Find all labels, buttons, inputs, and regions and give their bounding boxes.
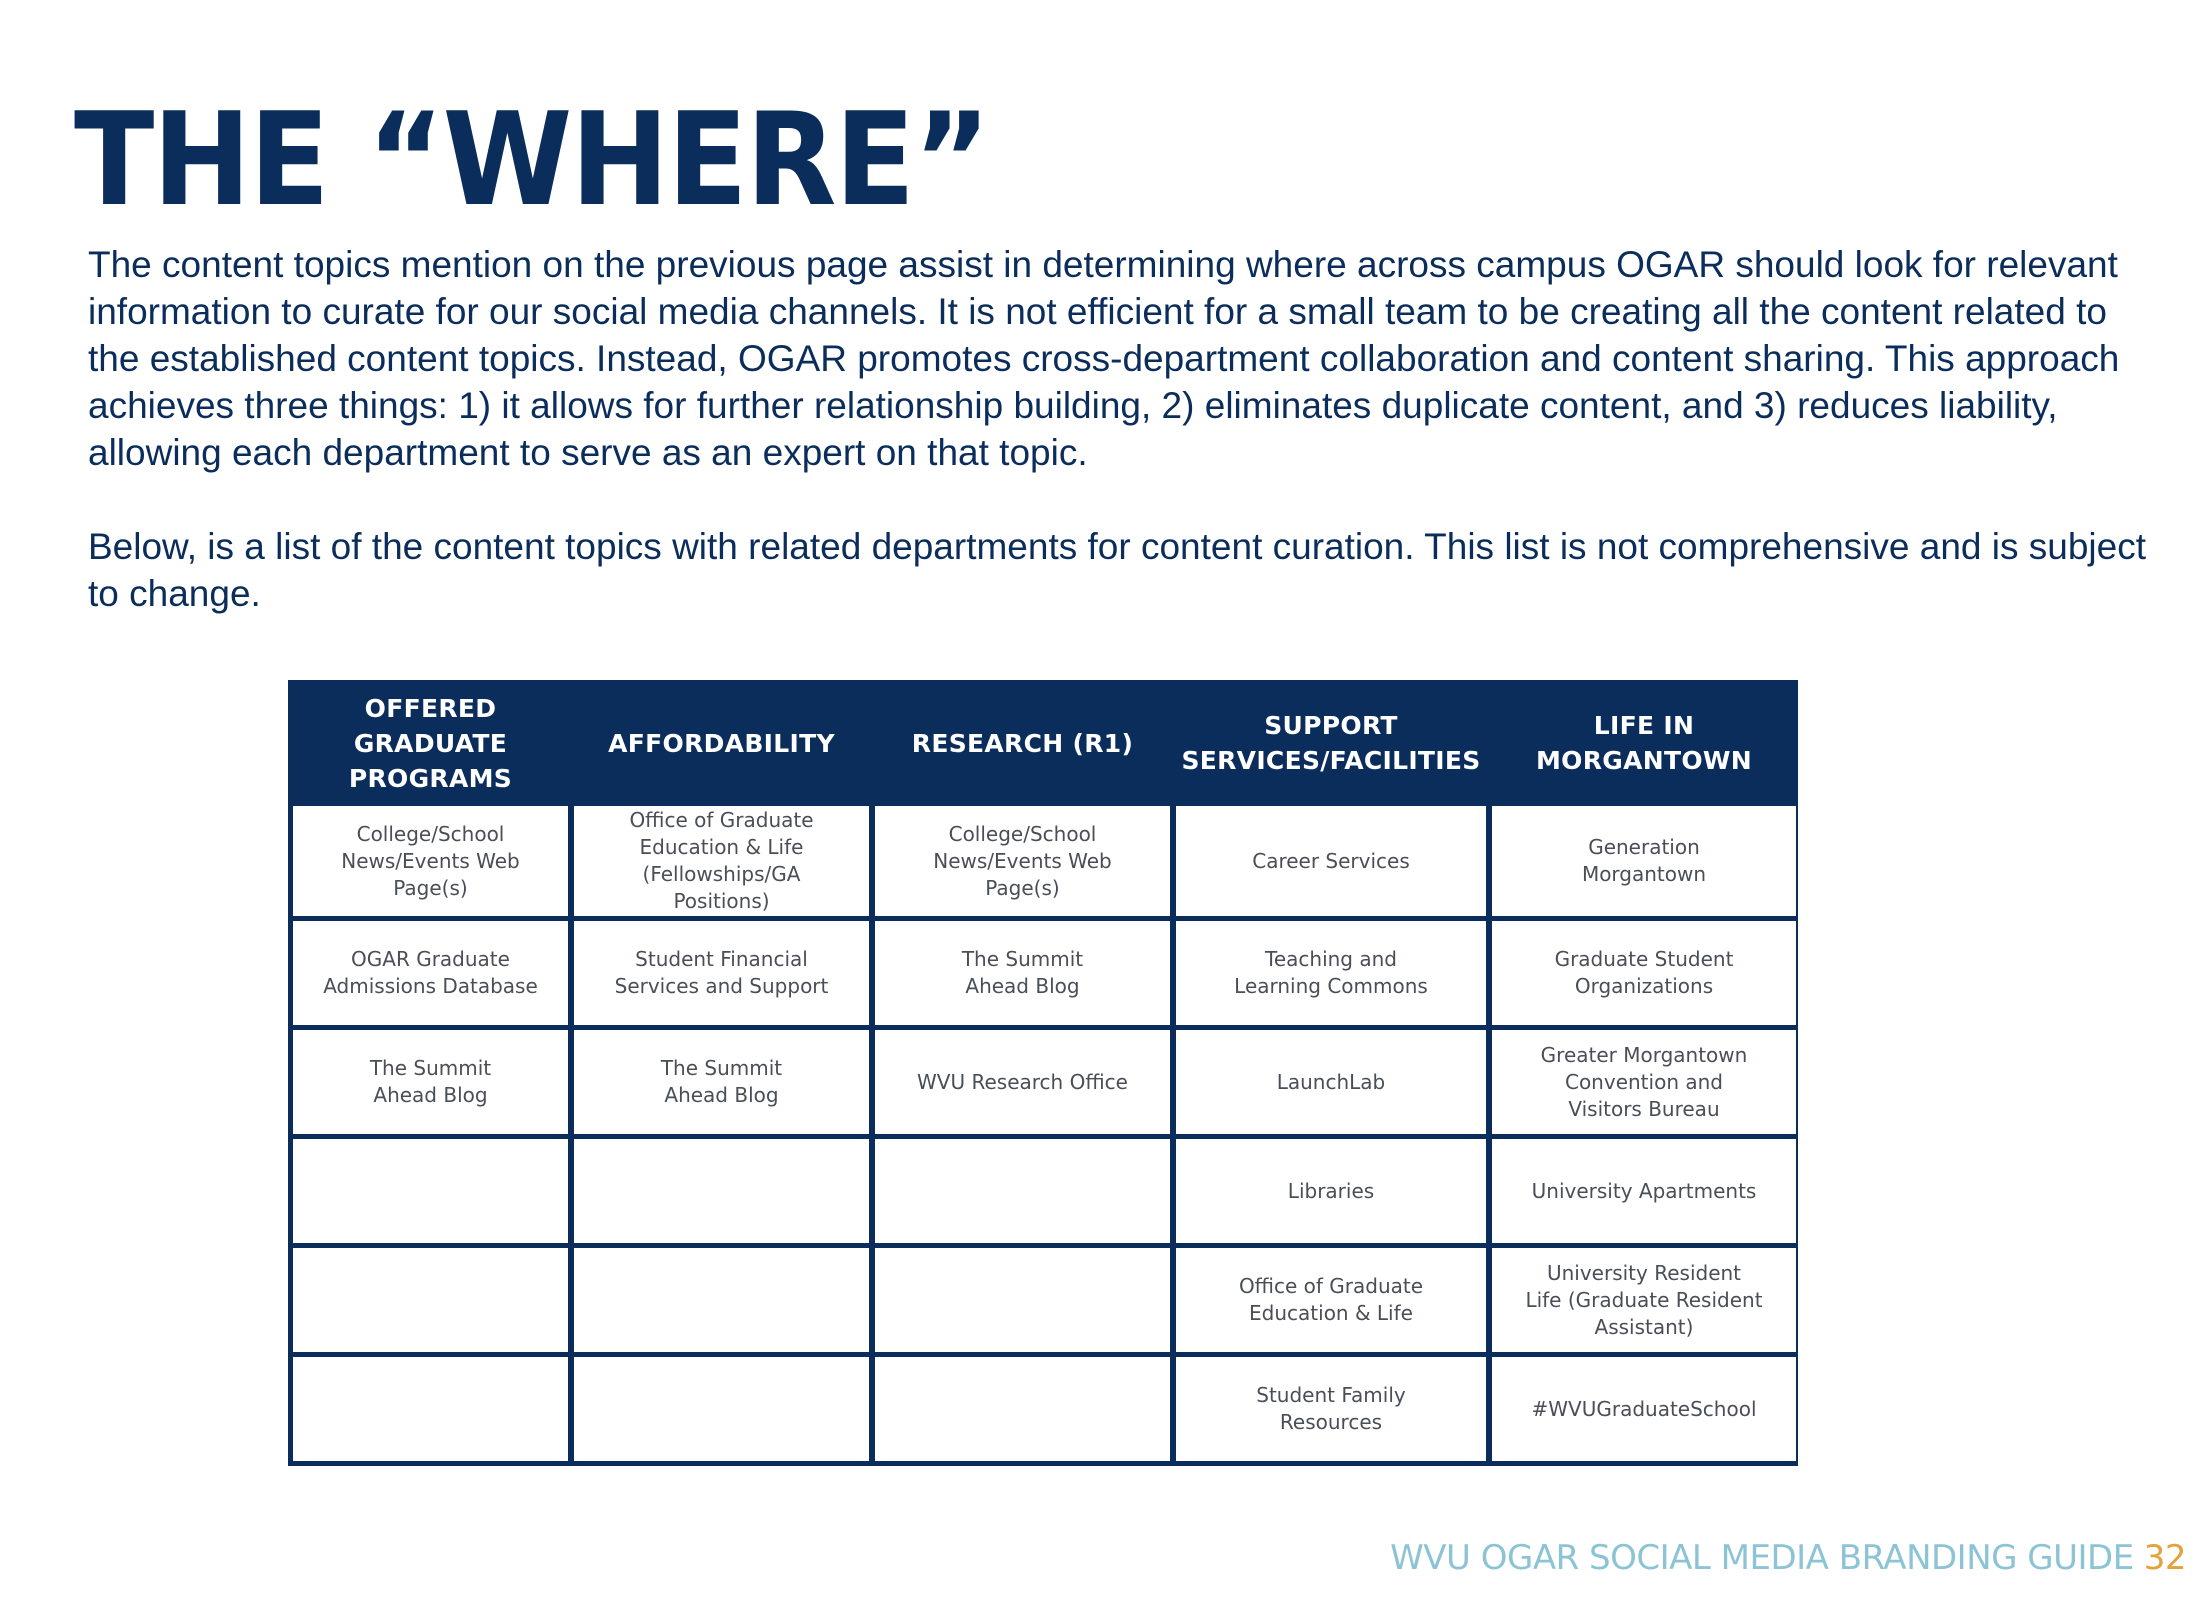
table-header-cell: SUPPORT SERVICES/FACILITIES [1176,685,1486,801]
table-cell: WVU Research Office [875,1030,1170,1134]
table-cell [293,1139,568,1243]
table-cell: Career Services [1176,806,1486,916]
table-cell: Libraries [1176,1139,1486,1243]
table-header-cell: OFFERED GRADUATE PROGRAMS [293,685,568,801]
table-cell: Office of Graduate Education & Life [1176,1248,1486,1352]
table-cell [875,1139,1170,1243]
table-header-cell: AFFORDABILITY [574,685,869,801]
table-cell: LaunchLab [1176,1030,1486,1134]
table-cell: Student Family Resources [1176,1357,1486,1461]
page-number: 32 [2143,1538,2186,1578]
table-cell [875,1357,1170,1461]
guide-title: WVU OGAR SOCIAL MEDIA BRANDING GUIDE [1390,1538,2134,1578]
page-title: THE “WHERE” [74,86,989,235]
table-cell [574,1357,869,1461]
table-cell: Office of Graduate Education & Life (Fellowships/GA Positions) [574,806,869,916]
table-cell [574,1248,869,1352]
table-cell: OGAR Graduate Admissions Database [293,921,568,1025]
table-cell: Greater Morgantown Convention and Visitors Bureau [1492,1030,1796,1134]
table-cell [574,1139,869,1243]
table-cell [293,1357,568,1461]
list-intro-paragraph: Below, is a list of the content topics with related departments for content curation. This list is not comprehensive and is subject to change. [88,526,2146,614]
content-topics-table [288,680,1798,1466]
table-cell [293,1248,568,1352]
page-footer [1390,1538,2186,1578]
table-cell: The Summit Ahead Blog [293,1030,568,1134]
table-cell: University Apartments [1492,1139,1796,1243]
table-cell: Student Financial Services and Support [574,921,869,1025]
table-cell: The Summit Ahead Blog [875,921,1170,1025]
table-header-cell: RESEARCH (R1) [875,685,1170,801]
table-cell [875,1248,1170,1352]
table-cell: Generation Morgantown [1492,806,1796,916]
table-cell: The Summit Ahead Blog [574,1030,869,1134]
table-cell: Graduate Student Organizations [1492,921,1796,1025]
table-cell: #WVUGraduateSchool [1492,1357,1796,1461]
table-cell: Teaching and Learning Commons [1176,921,1486,1025]
table-cell: College/School News/Events Web Page(s) [875,806,1170,916]
table-cell: University Resident Life (Graduate Resident Assistant) [1492,1248,1796,1352]
table-header-cell: LIFE IN MORGANTOWN [1492,685,1796,801]
intro-paragraph: The content topics mention on the previous page assist in determining where across campus OGAR should look for relevant information to curate for our social media channels. It is not efficient for a small team to be creating all the content related to the established content topics. Instead, OGAR promotes cross-department collaboration and content sharing. This approach achieves three things: 1) it allows for further relationship building, 2) eliminates duplicate content, and 3) reduces liability, allowing each department to serve as an expert on that topic. [88,244,2120,473]
table-cell: College/School News/Events Web Page(s) [293,806,568,916]
